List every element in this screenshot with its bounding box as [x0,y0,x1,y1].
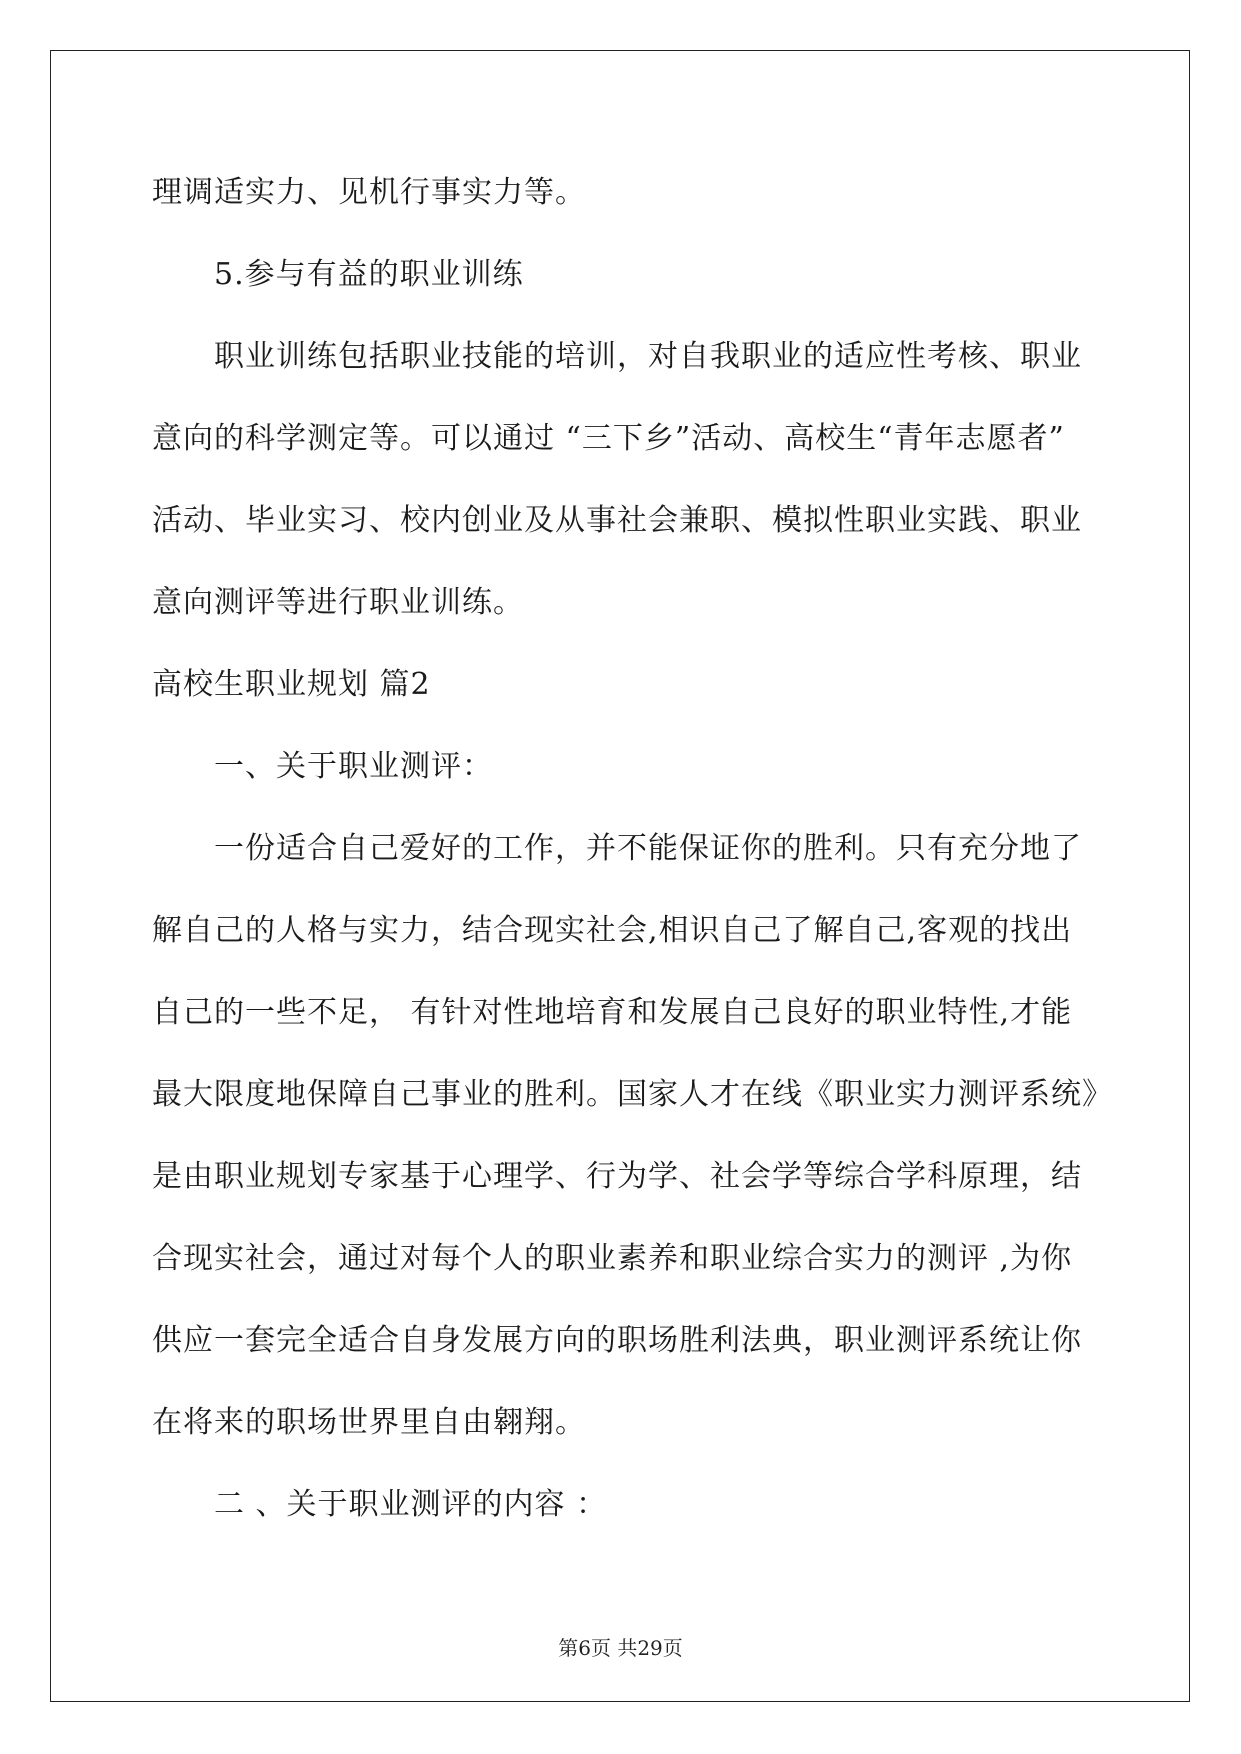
paragraph-line: 理调适实力、见机行事实力等。 [152,175,586,210]
section-heading: 二 、关于职业测评的内容 ： [214,1487,608,1522]
paragraph-line: 自己的一些不足， 有针对性地培育和发展自己良好的职业特性,才能 [152,995,1073,1030]
paragraph-line: 意向的科学测定等。可以通过 “三下乡”活动、高校生“青年志愿者” [152,421,1065,456]
paragraph-line: 意向测评等进行职业训练。 [152,585,524,620]
section-heading: 5.参与有益的职业训练 [214,257,524,292]
paragraph-line: 合现实社会，通过对每个人的职业素养和职业综合实力的测评 ,为你 [152,1241,1073,1276]
page-number: 第6页 共29页 [558,1636,683,1660]
paragraph-line: 供应一套完全适合自身发展方向的职场胜利法典，职业测评系统让你 [152,1323,1082,1358]
section-heading: 一、关于职业测评： [214,749,493,784]
paragraph-line: 职业训练包括职业技能的培训，对自我职业的适应性考核、职业 [214,339,1082,374]
document-body [152,152,1113,1546]
paragraph-line: 在将来的职场世界里自由翱翔。 [152,1405,586,1440]
paragraph-line: 最大限度地保障自己事业的胜利。国家人才在线《职业实力测评系统》 [152,1077,1113,1112]
paragraph-line: 解自己的人格与实力，结合现实社会,相识自己了解自己,客观的找出 [152,913,1073,948]
article-heading: 高校生职业规划 篇2 [152,667,431,702]
paragraph-line: 是由职业规划专家基于心理学、行为学、社会学等综合学科原理，结 [152,1159,1082,1194]
paragraph-line: 活动、毕业实习、校内创业及从事社会兼职、模拟性职业实践、职业 [152,503,1082,538]
paragraph-line: 一份适合自己爱好的工作，并不能保证你的胜利。只有充分地了 [214,831,1082,866]
